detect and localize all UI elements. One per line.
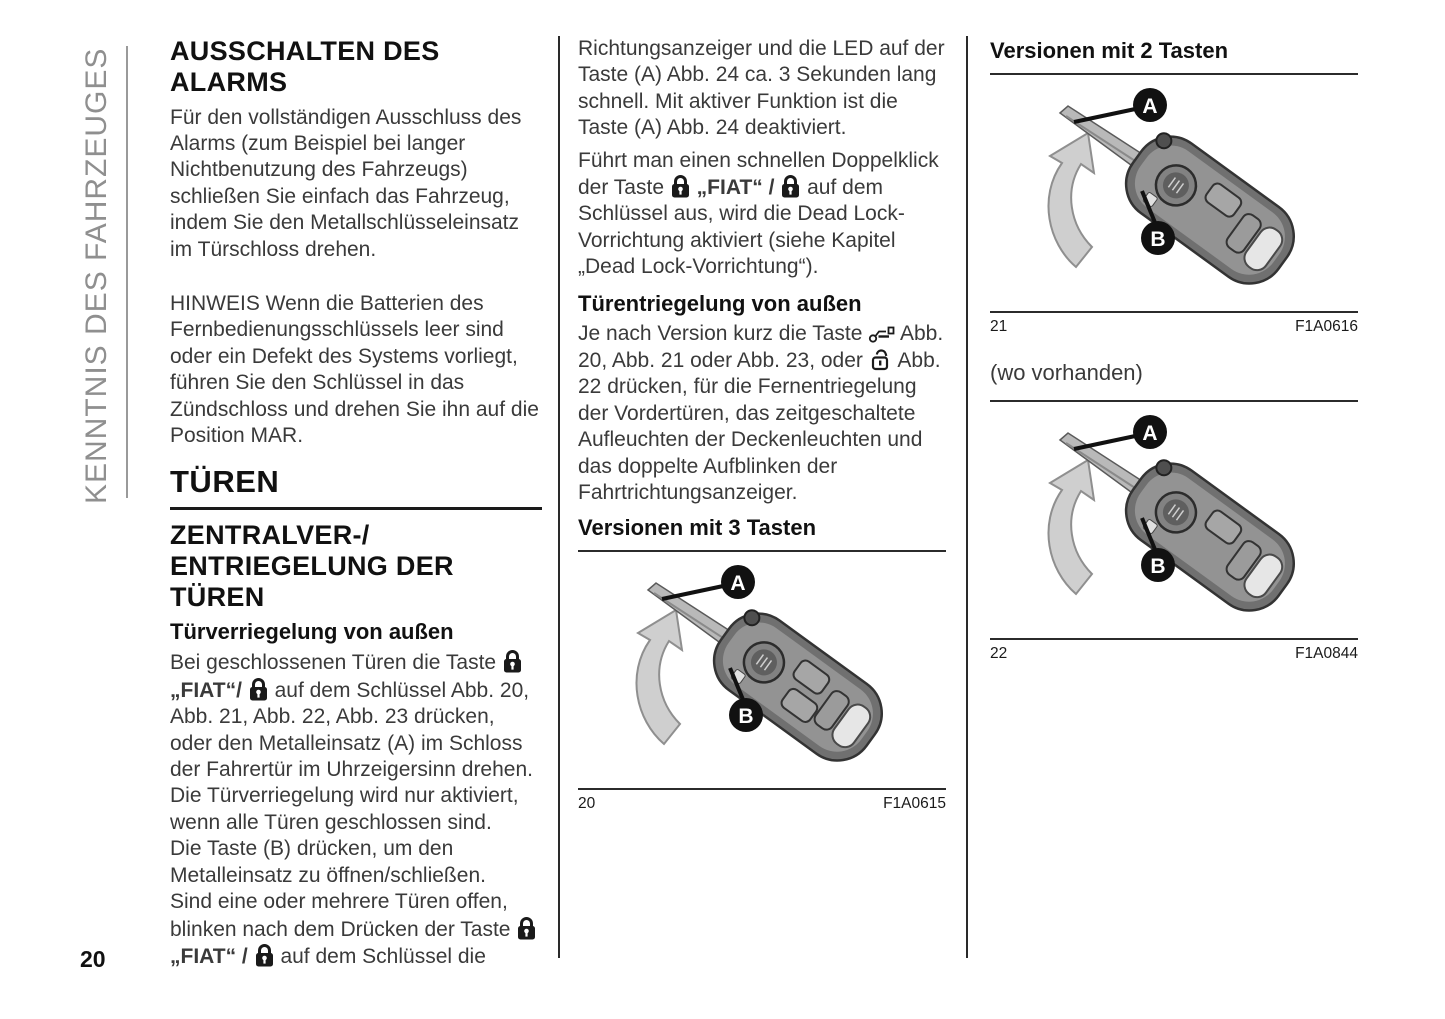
lock-closed-icon [502, 649, 523, 674]
paragraph-tueren-offen: Sind eine oder mehrere Türen offen, blinken nach dem Drücken der Taste „FIAT“ / auf dem Schlüssel die [170, 889, 542, 970]
figure-caption [990, 638, 1358, 663]
heading-2-tasten: Versionen mit 2 Tasten [990, 38, 1358, 75]
figure-caption [578, 788, 946, 813]
paragraph-doppelklick: Führt man einen schnellen Doppelklick der Taste „FIAT“ / auf dem Schlüssel aus, wird die Dead Lock-Vorrichtung aktiviert (siehe Kapitel „Dead Lock-Vorrichtung“). [578, 148, 939, 279]
figure-code: F1A0616 [1295, 318, 1358, 335]
heading-3-tasten: Versionen mit 3 Tasten [578, 515, 946, 552]
paragraph-entriegelung: Je nach Version kurz die Taste Abb. 20, Abb. 21 oder Abb. 23, oder Abb. 22 drücken, für die Fernentriegelung der Vordertüren, das zeitgeschaltete Aufleuchten der Deckenleuchten und das doppelte Aufblinken der Fahrtrichtungsanzeiger. [578, 321, 944, 505]
flip-arrow-icon [1048, 460, 1094, 594]
paragraph-verriegelung: Bei geschlossenen Türen die Taste „FIAT“/ auf dem Schlüssel Abb. 20, Abb. 21, Abb. 22, Abb. 23 drücken, oder den Metalleinsatz (A) im Schloss der Fahrertür im Uhrzeigersinn drehen. Die Türverriegelung wird nur aktiviert, wenn alle Türen geschlossen sind. [170, 651, 533, 834]
sidebar-divider [126, 46, 128, 498]
flip-arrow-icon [636, 610, 682, 744]
key-fob-illustration [990, 402, 1358, 638]
callout-a-label: A [730, 571, 746, 595]
figure-caption [990, 311, 1358, 336]
lock-closed-icon [670, 174, 691, 199]
fob-body [1112, 122, 1308, 297]
chapter-sidebar-label: KENNTNIS DES FAHRZEUGES [80, 47, 113, 504]
figure-20 [578, 552, 946, 813]
callout-b-label: B [1150, 555, 1166, 578]
column-1 [170, 36, 542, 970]
paragraph-alarm-off: Für den vollständigen Ausschluss des Alarms (zum Beispiel bei langer Nichtbenutzung des Fahrzeugs) schließen Sie einfach das Fahrzeug, indem Sie den Metallschlüsseleinsatz im Türschloss drehen. [170, 105, 522, 261]
figure-code: F1A0615 [883, 794, 946, 812]
callout-a-label: A [1142, 422, 1158, 445]
note-wo-vorhanden: (wo vorhanden) [990, 360, 1143, 385]
lock-closed-icon [254, 943, 275, 968]
remote-unlock-icon [868, 323, 895, 345]
subheading-tuerverriegelung: Türverriegelung von außen [170, 619, 454, 645]
callout-b-label: B [738, 704, 754, 728]
figure-number: 21 [990, 318, 1008, 335]
figure-21 [990, 75, 1358, 336]
column-divider [558, 36, 560, 958]
figure-22 [990, 400, 1358, 663]
heading-tueren: TÜREN [170, 464, 542, 510]
fob-body [1112, 449, 1308, 624]
figure-number: 20 [578, 794, 596, 812]
paragraph-richtungsanzeiger: Richtungsanzeiger und die LED auf der Taste (A) Abb. 24 ca. 3 Sekunden lang schnell. Mit aktiver Funktion ist die Taste (A) Abb. 24 deaktiviert. [578, 37, 945, 140]
lock-closed-icon [780, 174, 801, 199]
figure-number: 22 [990, 645, 1008, 662]
subheading-tuerentriegelung: Türentriegelung von außen [578, 290, 862, 316]
key-fob-illustration [578, 552, 946, 788]
lock-closed-icon [516, 916, 537, 941]
flip-arrow-icon [1048, 133, 1094, 267]
callout-a-label: A [1142, 95, 1158, 118]
column-3 [990, 36, 1358, 663]
callout-b-label: B [1150, 228, 1166, 251]
paragraph-hinweis: HINWEIS Wenn die Batterien des Fernbedienungsschlüssels leer sind oder ein Defekt des Systems vorliegt, führen Sie den Schlüssel in das Zündschloss und drehen Sie ihn auf die Position MAR. [170, 292, 539, 448]
fob-body [700, 599, 896, 774]
figure-code: F1A0844 [1295, 645, 1358, 662]
column-2 [578, 36, 946, 813]
lock-open-icon [869, 347, 893, 372]
lock-closed-icon [248, 677, 269, 702]
key-fob-illustration [990, 75, 1358, 311]
heading-alarm-off: AUSSCHALTEN DES ALARMS [170, 36, 440, 98]
paragraph-taste-b: Die Taste (B) drücken, um den Metalleinsatz zu öffnen/schließen. [170, 837, 486, 887]
page-number: 20 [80, 946, 106, 972]
heading-zentralverriegelung: ZENTRALVER-/​ENTRIEGELUNG DER TÜREN [170, 519, 454, 613]
column-divider [966, 36, 968, 958]
